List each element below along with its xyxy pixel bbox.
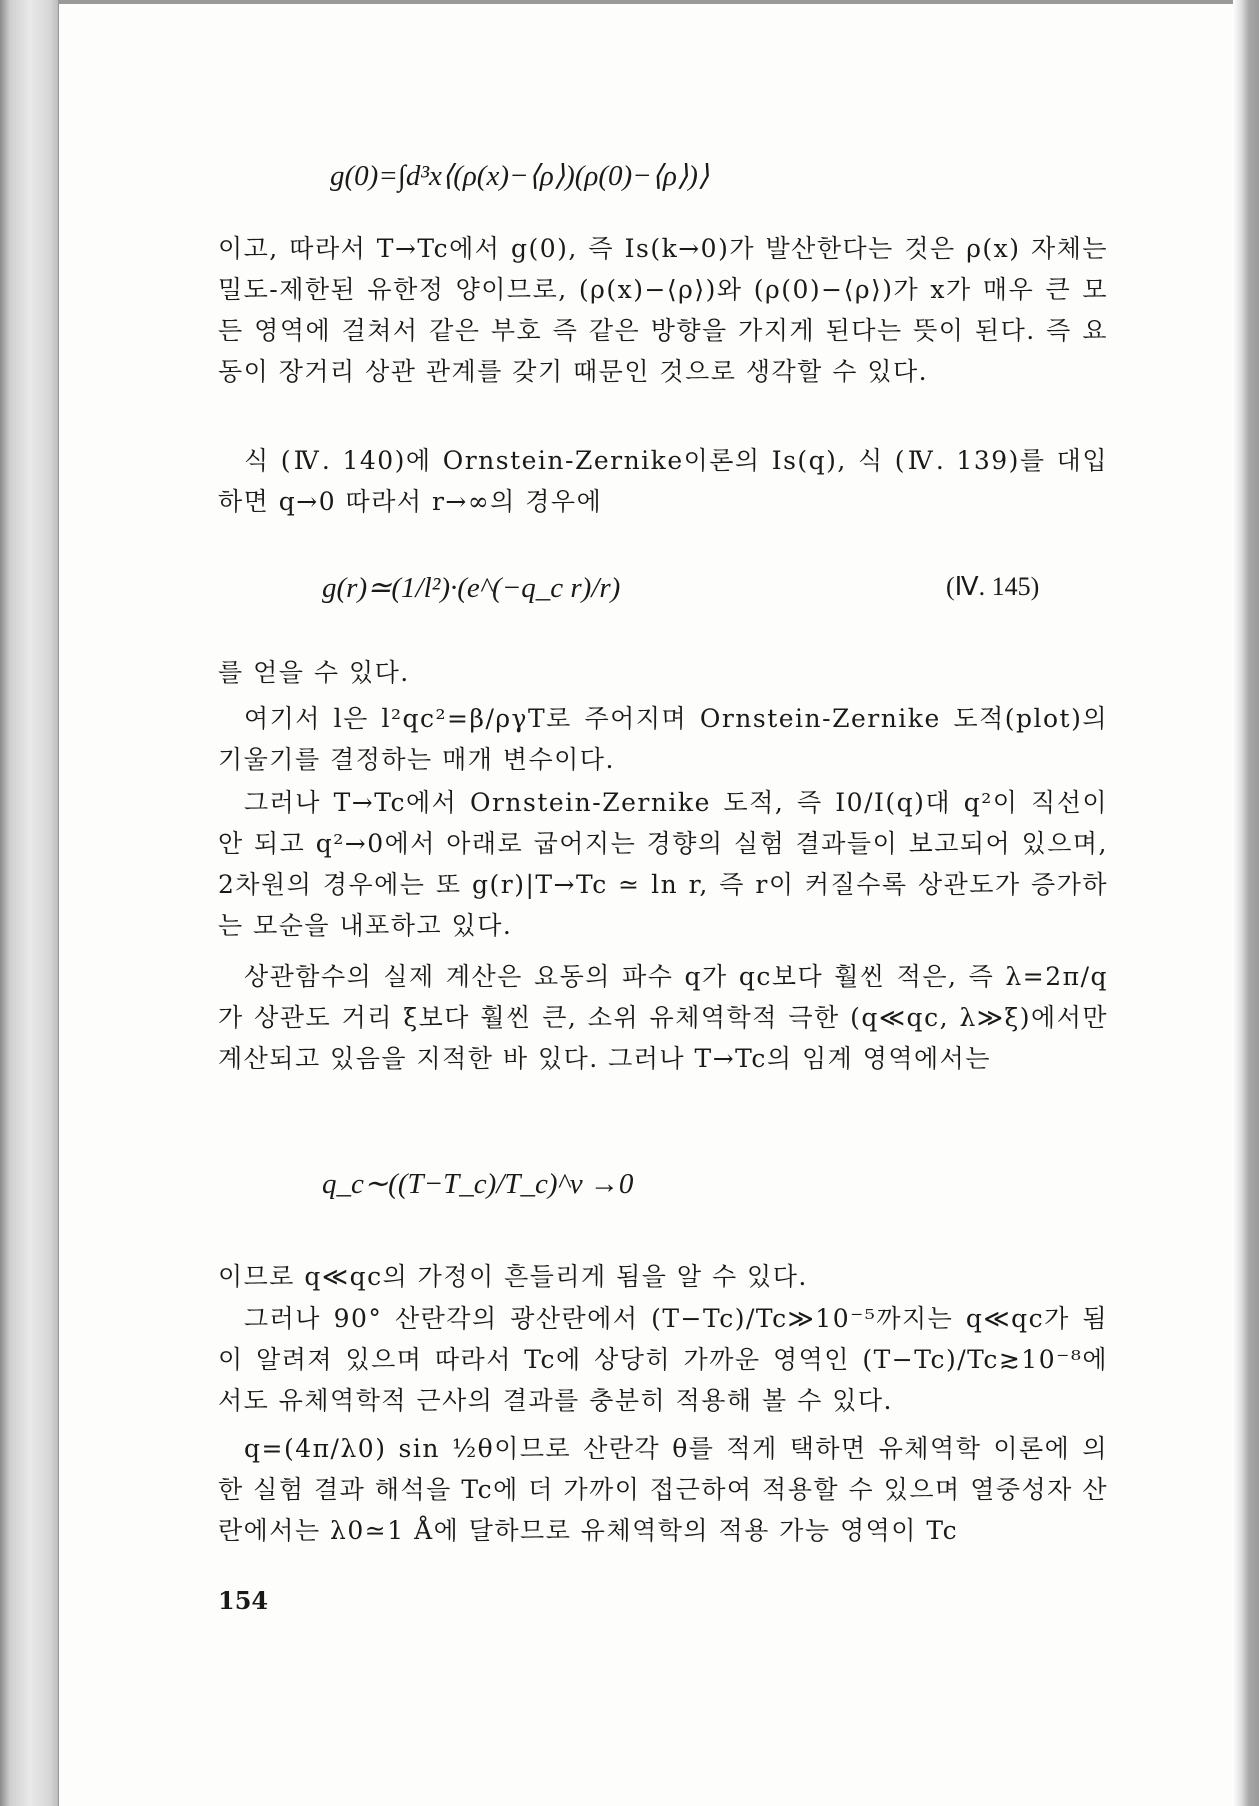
book-spine-edge xyxy=(0,0,58,1806)
paragraph-2: 식 (Ⅳ. 140)에 Ornstein-Zernike이론의 Is(q), 식 (Ⅳ. 139)를 대입하면 q→0 따라서 r→∞의 경우에 xyxy=(218,446,1108,516)
paragraph-7: 이므로 q≪qc의 가정이 흔들리게 됨을 알 수 있다. xyxy=(218,1262,808,1291)
equation-number-145: (Ⅳ. 145) xyxy=(946,572,1040,601)
paragraph-9: q=(4π/λ0) sin ½θ이므로 산란각 θ를 적게 택하면 유체역학 이론에 의한 실험 결과 해석을 Tc에 더 가까이 접근하여 적용할 수 있으며 열중성자 산란에서는 λ0≃1 Å에 달하므로 유체역학의 적용 가능 영역이 Tc xyxy=(218,1434,1108,1545)
equation-gr: g(r)≃(1/l²)·(e^(−q_c r)/r) xyxy=(322,572,621,604)
page-right-edge xyxy=(1233,0,1259,1806)
equation-qc: q_c∼((T−T_c)/T_c)^ν →0 xyxy=(322,1168,634,1200)
page-number: 154 xyxy=(218,1586,269,1615)
paragraph-5: 그러나 T→Tc에서 Ornstein-Zernike 도적, 즉 I0/I(q)대 q²이 직선이 안 되고 q²→0에서 아래로 굽어지는 경향의 실험 결과들이 보고되어 있으며, 2차원의 경우에는 또 g(r)|T→Tc ≃ ln r, 즉 r이 커질수록 상관도가 증가하는 모순을 내포하고 있다. xyxy=(218,788,1108,940)
paragraph-4: 여기서 l은 l²qc²=β/ργT로 주어지며 Ornstein-Zernike 도적(plot)의 기울기를 결정하는 매개 변수이다. xyxy=(218,704,1108,774)
paragraph-3: 를 얻을 수 있다. xyxy=(218,658,410,687)
paragraph-8: 그러나 90° 산란각의 광산란에서 (T−Tc)/Tc≫10⁻⁵까지는 q≪qc가 됨이 알려져 있으며 따라서 Tc에 상당히 가까운 영역인 (T−Tc)/Tc≳10⁻⁸에서도 유체역학적 근사의 결과를 충분히 적용해 볼 수 있다. xyxy=(218,1304,1108,1415)
paragraph-6: 상관함수의 실제 계산은 요동의 파수 q가 qc보다 훨씬 적은, 즉 λ=2π/q가 상관도 거리 ξ보다 훨씬 큰, 소위 유체역학적 극한 (q≪qc, λ≫ξ)에서만 계산되고 있음을 지적한 바 있다. 그러나 T→Tc의 임계 영역에서는 xyxy=(218,962,1108,1073)
paragraph-1: 이고, 따라서 T→Tc에서 g(0), 즉 Is(k→0)가 발산한다는 것은 ρ(x) 자체는 밀도-제한된 유한정 양이므로, (ρ(x)−⟨ρ⟩)와 (ρ(0)−⟨ρ⟩)가 x가 매우 큰 모든 영역에 걸쳐서 같은 부호 즉 같은 방향을 가지게 된다는 뜻이 된다. 즉 요동이 장거리 상관 관계를 갖기 때문인 것으로 생각할 수 있다. xyxy=(218,234,1108,386)
equation-g0: g(0)=∫d³x⟨(ρ(x)−⟨ρ⟩)(ρ(0)−⟨ρ⟩)⟩ xyxy=(330,160,710,192)
